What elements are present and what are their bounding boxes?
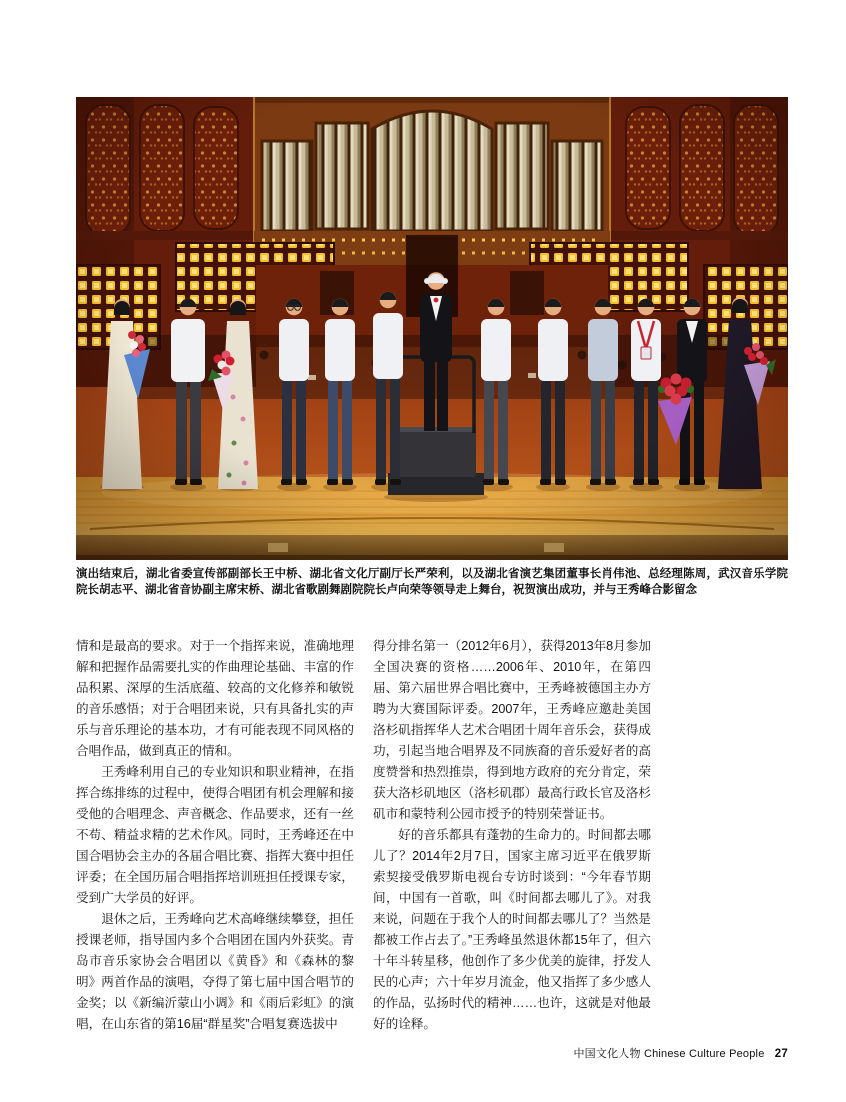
photo-caption: 演出结束后，湖北省委宣传部副部长王中桥、湖北省文化厅副厅长严荣利，以及湖北省演艺集团董事长肖伟池、总经理陈周，武汉音乐学院院长胡志平、湖北省音协副主席宋桥、湖北省歌剧舞剧院院长卢向荣等领导走上舞台，祝贺演出成功，并与王秀峰合影留念 xyxy=(76,568,788,596)
paragraph: 好的音乐都具有蓬勃的生命力的。时间都去哪儿了？2014年2月7日，国家主席习近平在俄罗斯索契接受俄罗斯电视台专访时谈到：“今年春节期间，中国有一首歌，叫《时间都去哪儿了》。对我来说，问题在于我个人的时间都去哪儿了？当然是都被工作占去了。”王秀峰虽然退休都15年了，但六十年斗转星移，他创作了多少优美的旋律，抒发人民的心声；六十年岁月流金，他又指挥了多少感人的作品，弘扬时代的精神……也许，这就是对他最好的诠释。 xyxy=(373,828,651,1031)
paragraph: 得分排名第一（2012年6月），获得2013年8月参加全国决赛的资格……2006年、2010年，在第四届、第六届世界合唱比赛中，王秀峰被德国主办方聘为大赛国际评委。2007年，王秀峰应邀赴美国洛杉矶指挥华人艺术合唱团十周年音乐会，获得成功，引起当地合唱界及不同族裔的音乐爱好者的高度赞誉和热烈推崇，得到地方政府的充分肯定，荣获大洛杉矶地区（洛杉矶郡）最高行政长官及洛杉矶市和蒙特利公园市授予的特别荣誉证书。 xyxy=(373,639,651,821)
magazine-title-en: Chinese Culture People xyxy=(643,1048,765,1060)
page-number: 27 xyxy=(774,1048,788,1060)
paragraph: 王秀峰利用自己的专业知识和职业精神，在指挥合练排练的过程中，使得合唱团有机会理解和接受他的合唱理念、声音概念、作品要求，还有一丝不苟、精益求精的艺术作风。同时，王秀峰还在中国合唱协会主办的各届合唱比赛、指挥大赛中担任评委；在全国历届合唱指挥培训班担任授课专家，受到广大学员的好评。 xyxy=(76,765,354,905)
photo-vignette xyxy=(76,97,788,560)
article-column-left xyxy=(76,636,354,1035)
paragraph: 情和是最高的要求。对于一个指挥来说，准确地理解和把握作品需要扎实的作曲理论基础、丰富的作品积累、深厚的生活底蕴、较高的文化修养和敏锐的音乐感悟；对于合唱团来说，只有具备扎实的声乐与音乐理论的基本功，才有可能表现不同风格的合唱作品，做到真正的情和。 xyxy=(76,639,354,758)
paragraph: 退休之后，王秀峰向艺术高峰继续攀登，担任授课老师，指导国内多个合唱团在国内外获奖。青岛市音乐家协会合唱团以《黄昏》和《森林的黎明》两首作品的演唱，夺得了第七届中国合唱节的金奖；以《新编沂蒙山小调》和《雨后彩虹》的演唱，在山东省的第16届“群星奖”合唱复赛选拔中 xyxy=(76,912,354,1031)
magazine-title-cn: 中国文化人物 xyxy=(573,1048,641,1060)
page-footer xyxy=(573,1045,788,1061)
stage-photo xyxy=(76,97,788,560)
article-body xyxy=(76,636,651,1035)
concert-hall-illustration xyxy=(76,97,788,560)
article-column-right xyxy=(373,636,651,1035)
